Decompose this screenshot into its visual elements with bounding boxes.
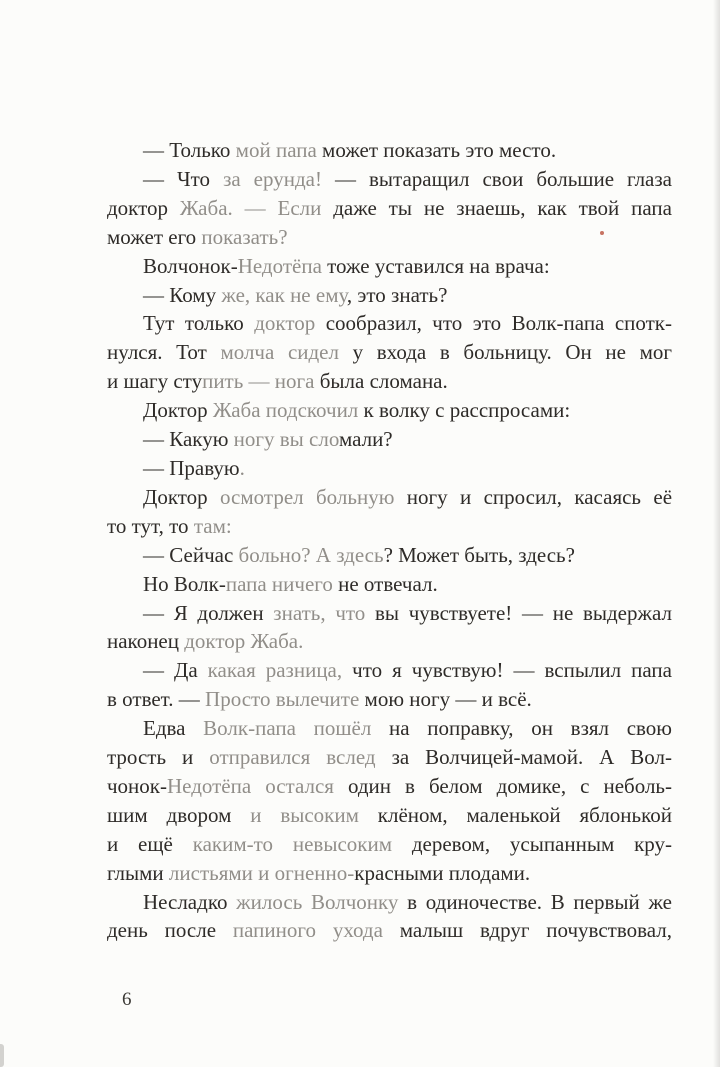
text-line	[107, 627, 672, 656]
text-segment: малыш вдруг почувствовал,	[399, 918, 672, 943]
text-line	[107, 454, 672, 483]
text-segment: — Какую	[143, 427, 234, 452]
text-segment-faded: жилось Волчонку	[236, 889, 408, 914]
text-segment-faded: молча сидел	[220, 340, 353, 365]
text-line	[107, 483, 672, 512]
text-segment: сообразил, что это Волк-папа спотк-	[325, 311, 673, 336]
text-segment: Но Волк-	[143, 571, 226, 596]
text-segment-faded: же, как не ему	[221, 282, 347, 307]
text-segment: к волку с расспросами:	[363, 398, 571, 423]
text-segment: может его	[107, 224, 202, 249]
text-line	[107, 223, 672, 252]
text-line	[107, 396, 672, 425]
text-segment: Доктор	[143, 484, 221, 509]
scan-edge-shadow	[713, 0, 720, 1067]
text-segment: за Волчицей-мамой. А Вол-	[391, 745, 672, 770]
text-segment: глыми	[107, 860, 169, 885]
text-segment-faded: папиного ухода	[232, 918, 400, 943]
text-segment: нулся. Тот	[107, 340, 221, 365]
text-segment: не отвечал.	[338, 571, 438, 596]
text-line	[107, 830, 672, 859]
text-line	[107, 338, 672, 367]
text-line	[107, 425, 672, 454]
text-segment: чонок-	[107, 773, 167, 798]
text-line	[107, 859, 672, 888]
text-line	[107, 888, 672, 917]
text-line	[107, 281, 672, 310]
text-segment: — вытаращил свои большие глаза	[334, 166, 672, 191]
text-segment-faded: осмотрел больную	[220, 484, 407, 509]
text-segment-faded: мой папа	[235, 138, 317, 162]
text-segment: даже ты не знаешь, как твой папа	[333, 195, 672, 220]
text-segment-faded: доктор	[254, 311, 326, 336]
text-segment: у входа в больницу. Он не мог	[352, 340, 672, 365]
text-line	[107, 599, 672, 628]
text-segment: , это знать?	[346, 282, 448, 307]
text-line	[107, 252, 672, 281]
text-segment-faded: Жаба подскочил	[212, 398, 364, 423]
page-number: 6	[122, 989, 132, 1010]
text-segment-faded: за ерунда!	[223, 166, 335, 191]
text-segment: Едва	[143, 716, 204, 741]
text-segment: — Только	[143, 138, 236, 162]
text-line	[107, 685, 672, 714]
text-segment: ? Может быть, здесь?	[383, 542, 575, 567]
text-segment-faded: и высоким	[250, 802, 378, 827]
text-segment-faded: там:	[193, 513, 232, 538]
text-segment: — Правую	[143, 455, 240, 480]
text-segment-faded: ногу вы сло	[233, 427, 339, 452]
text-segment: — Да	[143, 658, 208, 683]
text-segment: в одиночестве. В первый же	[407, 889, 673, 914]
text-segment-faded: .	[239, 455, 245, 480]
text-segment: деревом, усыпанным кру-	[411, 831, 672, 856]
text-segment: — Я должен	[143, 600, 274, 625]
text-line	[107, 772, 672, 801]
text-line	[107, 916, 672, 945]
text-segment: один в белом домике, с неболь-	[347, 773, 672, 798]
text-segment: красными плодами.	[354, 860, 531, 885]
text-segment-faded: пить — нога	[202, 369, 320, 394]
text-segment: мою ногу — и всё.	[364, 687, 532, 712]
text-line	[107, 801, 672, 830]
text-segment: день после	[107, 918, 233, 943]
text-segment: — Сейчас	[143, 542, 239, 567]
text-line	[107, 541, 672, 570]
text-line	[107, 165, 672, 194]
text-segment-faded: Недотёпа остался	[167, 773, 348, 798]
text-line	[107, 309, 672, 338]
text-segment: на поправку, он взял свою	[389, 716, 672, 741]
text-segment-faded: Недотёпа	[237, 253, 328, 278]
text-segment-faded: папа ничего	[225, 571, 339, 596]
text-segment-faded: знать, что	[273, 600, 375, 625]
text-segment: наконец	[107, 629, 185, 654]
text-segment-faded: Просто вылечите	[205, 687, 365, 712]
text-segment: может показать это место.	[316, 138, 557, 162]
text-segment: и шагу сту	[107, 369, 203, 394]
text-segment: что я чувствую! — вспылил папа	[352, 658, 672, 683]
text-line	[107, 743, 672, 772]
text-segment-faded: Жаба. — Если	[179, 195, 334, 220]
text-segment: ногу и спросил, касаясь её	[406, 484, 673, 509]
text-segment-faded: какая разница,	[207, 658, 353, 683]
text-segment: шим двором	[107, 802, 251, 827]
text-segment-faded: каким-то невысоким	[192, 831, 412, 856]
text-segment: была сломана.	[319, 369, 448, 394]
text-segment: Тут только	[143, 311, 255, 336]
text-line	[107, 570, 672, 599]
text-line	[107, 194, 672, 223]
text-segment-faded: показать?	[201, 224, 288, 249]
text-segment: доктор	[107, 195, 180, 220]
text-line	[107, 367, 672, 396]
text-block	[107, 136, 672, 945]
text-line	[107, 136, 672, 165]
scan-smudge	[0, 1044, 4, 1067]
text-line	[107, 714, 672, 743]
text-line	[107, 656, 672, 685]
text-segment: мали?	[338, 427, 393, 452]
text-segment: тоже уставился на врача:	[327, 253, 550, 278]
text-segment: клёном, маленькой яблонькой	[377, 802, 672, 827]
text-line	[107, 512, 672, 541]
text-segment: Несладко	[143, 889, 237, 914]
text-segment: и ещё	[107, 831, 193, 856]
text-segment-faded: больно? А здесь	[238, 542, 384, 567]
text-segment: в ответ. —	[107, 687, 206, 712]
text-segment-faded: Волк-папа пошёл	[203, 716, 390, 741]
text-segment: трость и	[107, 745, 210, 770]
text-segment: — Что	[143, 166, 224, 191]
text-segment: вы чувствуете! — не выдержал	[374, 600, 672, 625]
text-segment: Волчонок-	[143, 253, 238, 278]
text-segment: Доктор	[143, 398, 213, 423]
text-segment: то тут, то	[107, 513, 194, 538]
text-segment: — Кому	[143, 282, 222, 307]
text-segment-faded: листьями и огненно-	[168, 860, 355, 885]
red-speck	[600, 231, 604, 235]
text-segment-faded: отправился вслед	[209, 745, 392, 770]
text-segment-faded: доктор Жаба.	[184, 629, 304, 654]
